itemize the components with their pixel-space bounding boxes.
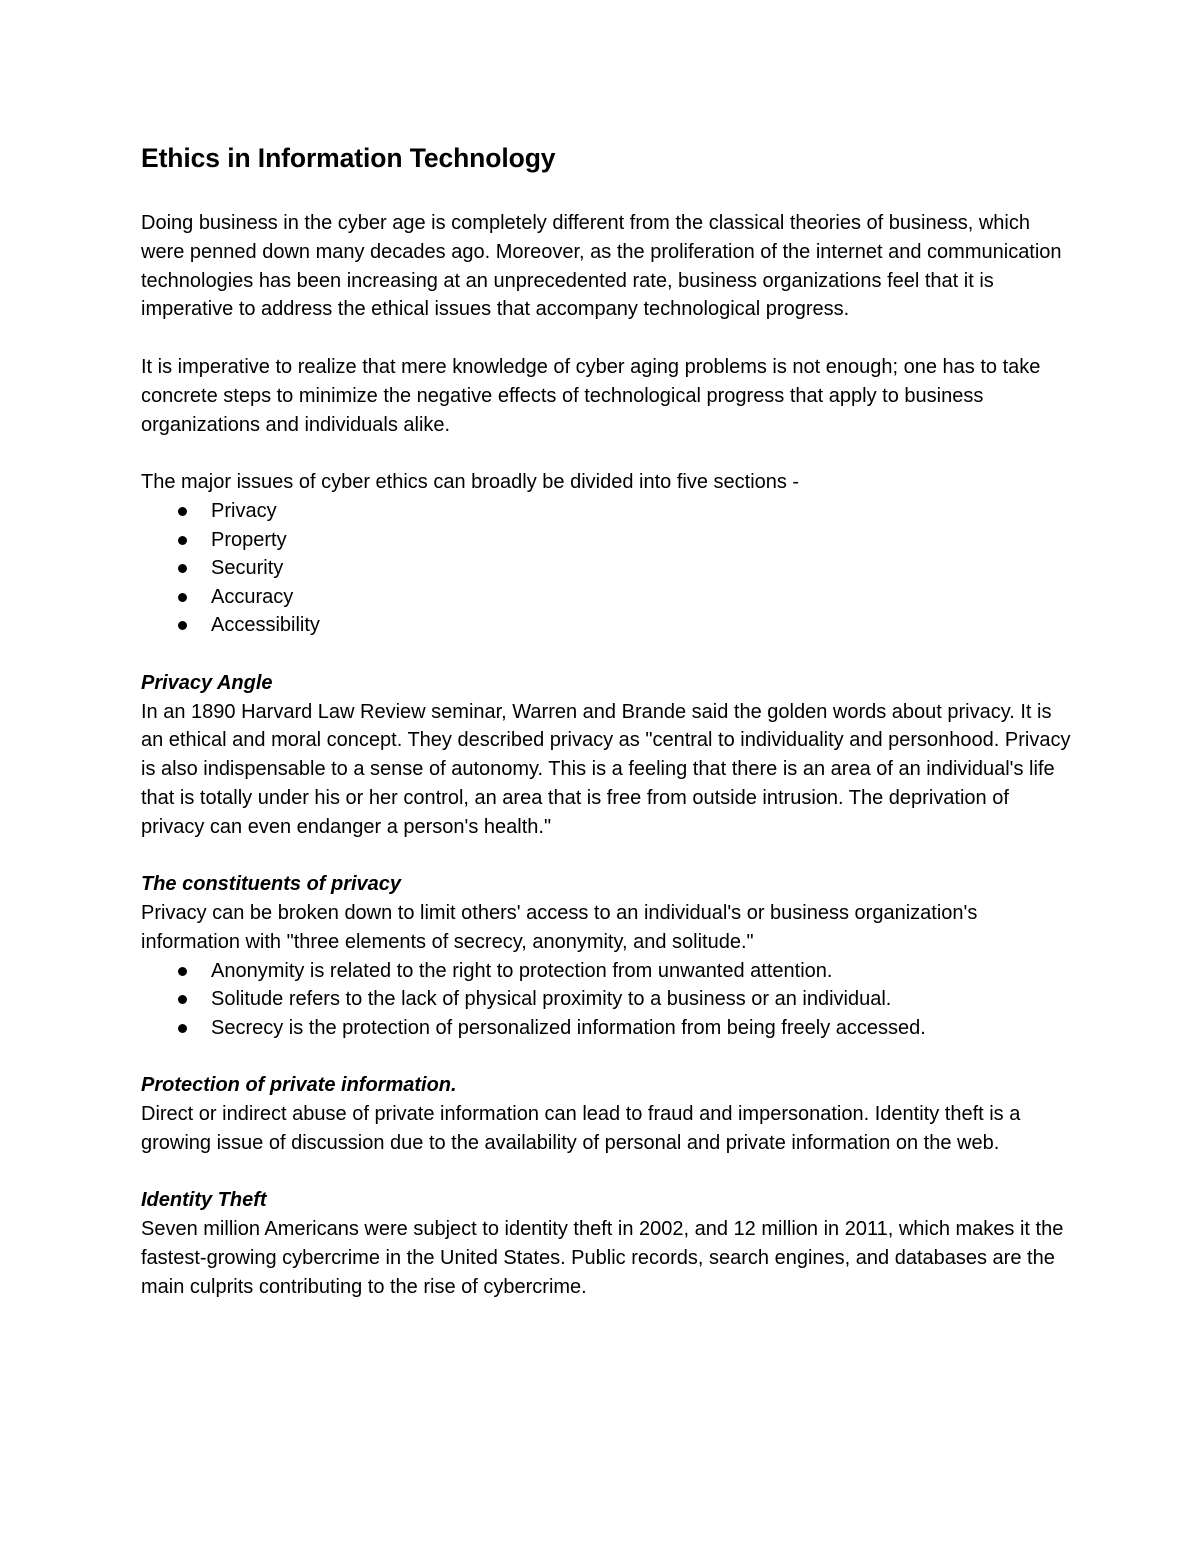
intro-paragraph-3: The major issues of cyber ethics can broadly be divided into five sections - — [141, 471, 800, 494]
section-heading-constituents: The constituents of privacy — [141, 873, 402, 896]
bullet-icon — [178, 593, 187, 602]
bullet-icon — [178, 536, 187, 545]
list-item: Privacy — [141, 497, 1071, 526]
bullet-icon — [178, 967, 187, 976]
bullet-icon — [178, 507, 187, 516]
list-item: Anonymity is related to the right to protection from unwanted attention. — [141, 957, 1071, 986]
issues-list — [141, 497, 1071, 640]
bullet-icon — [178, 1024, 187, 1033]
document-title: Ethics in Information Technology — [141, 143, 556, 173]
intro-paragraph-2: It is imperative to realize that mere knowledge of cyber aging problems is not enough; one has to take concrete steps to minimize the negative effects of technological progress that apply to business organizations and individuals alike. — [141, 355, 1041, 436]
section-heading-protection: Protection of private information. — [141, 1074, 457, 1097]
list-item: Security — [141, 554, 1071, 583]
bullet-icon — [178, 995, 187, 1004]
section-body-constituents: Privacy can be broken down to limit others' access to an individual's or business organization's information with "three elements of secrecy, anonymity, and solitude." — [141, 902, 978, 953]
section-body-privacy-angle: In an 1890 Harvard Law Review seminar, Warren and Brande said the golden words about privacy. It is an ethical and moral concept. They described privacy as "central to individuality and personhood. Privacy is also indispensable to a sense of autonomy. This is a feeling that there is an area of an individual's life that is totally under his or her control, an area that is free from outside intrusion. The deprivation of privacy can even endanger a person's health." — [141, 700, 1071, 838]
section-heading-privacy-angle: Privacy Angle — [141, 671, 273, 694]
constituents-list — [141, 957, 1071, 1043]
list-item: Accessibility — [141, 611, 1071, 640]
bullet-icon — [178, 564, 187, 573]
list-item: Solitude refers to the lack of physical proximity to a business or an individual. — [141, 985, 1071, 1014]
section-body-protection: Direct or indirect abuse of private information can lead to fraud and impersonation. Identity theft is a growing issue of discussion due to the availability of personal and private information on the web. — [141, 1103, 1021, 1154]
section-heading-identity-theft: Identity Theft — [141, 1189, 267, 1212]
list-item: Accuracy — [141, 583, 1071, 612]
list-item: Property — [141, 526, 1071, 555]
intro-paragraph-1: Doing business in the cyber age is completely different from the classical theories of business, which were penned down many decades ago. Moreover, as the proliferation of the internet and communication technologies has been increasing at an unprecedented rate, business organizations feel that it is imperative to address the ethical issues that accompany technological progress. — [141, 212, 1062, 321]
bullet-icon — [178, 621, 187, 630]
document-page — [141, 138, 1071, 1302]
section-body-identity-theft: Seven million Americans were subject to identity theft in 2002, and 12 million in 2011, which makes it the fastest-growing cybercrime in the United States. Public records, search engines, and databases are the main culprits contributing to the rise of cybercrime. — [141, 1218, 1064, 1298]
list-item: Secrecy is the protection of personalized information from being freely accessed. — [141, 1014, 1071, 1043]
